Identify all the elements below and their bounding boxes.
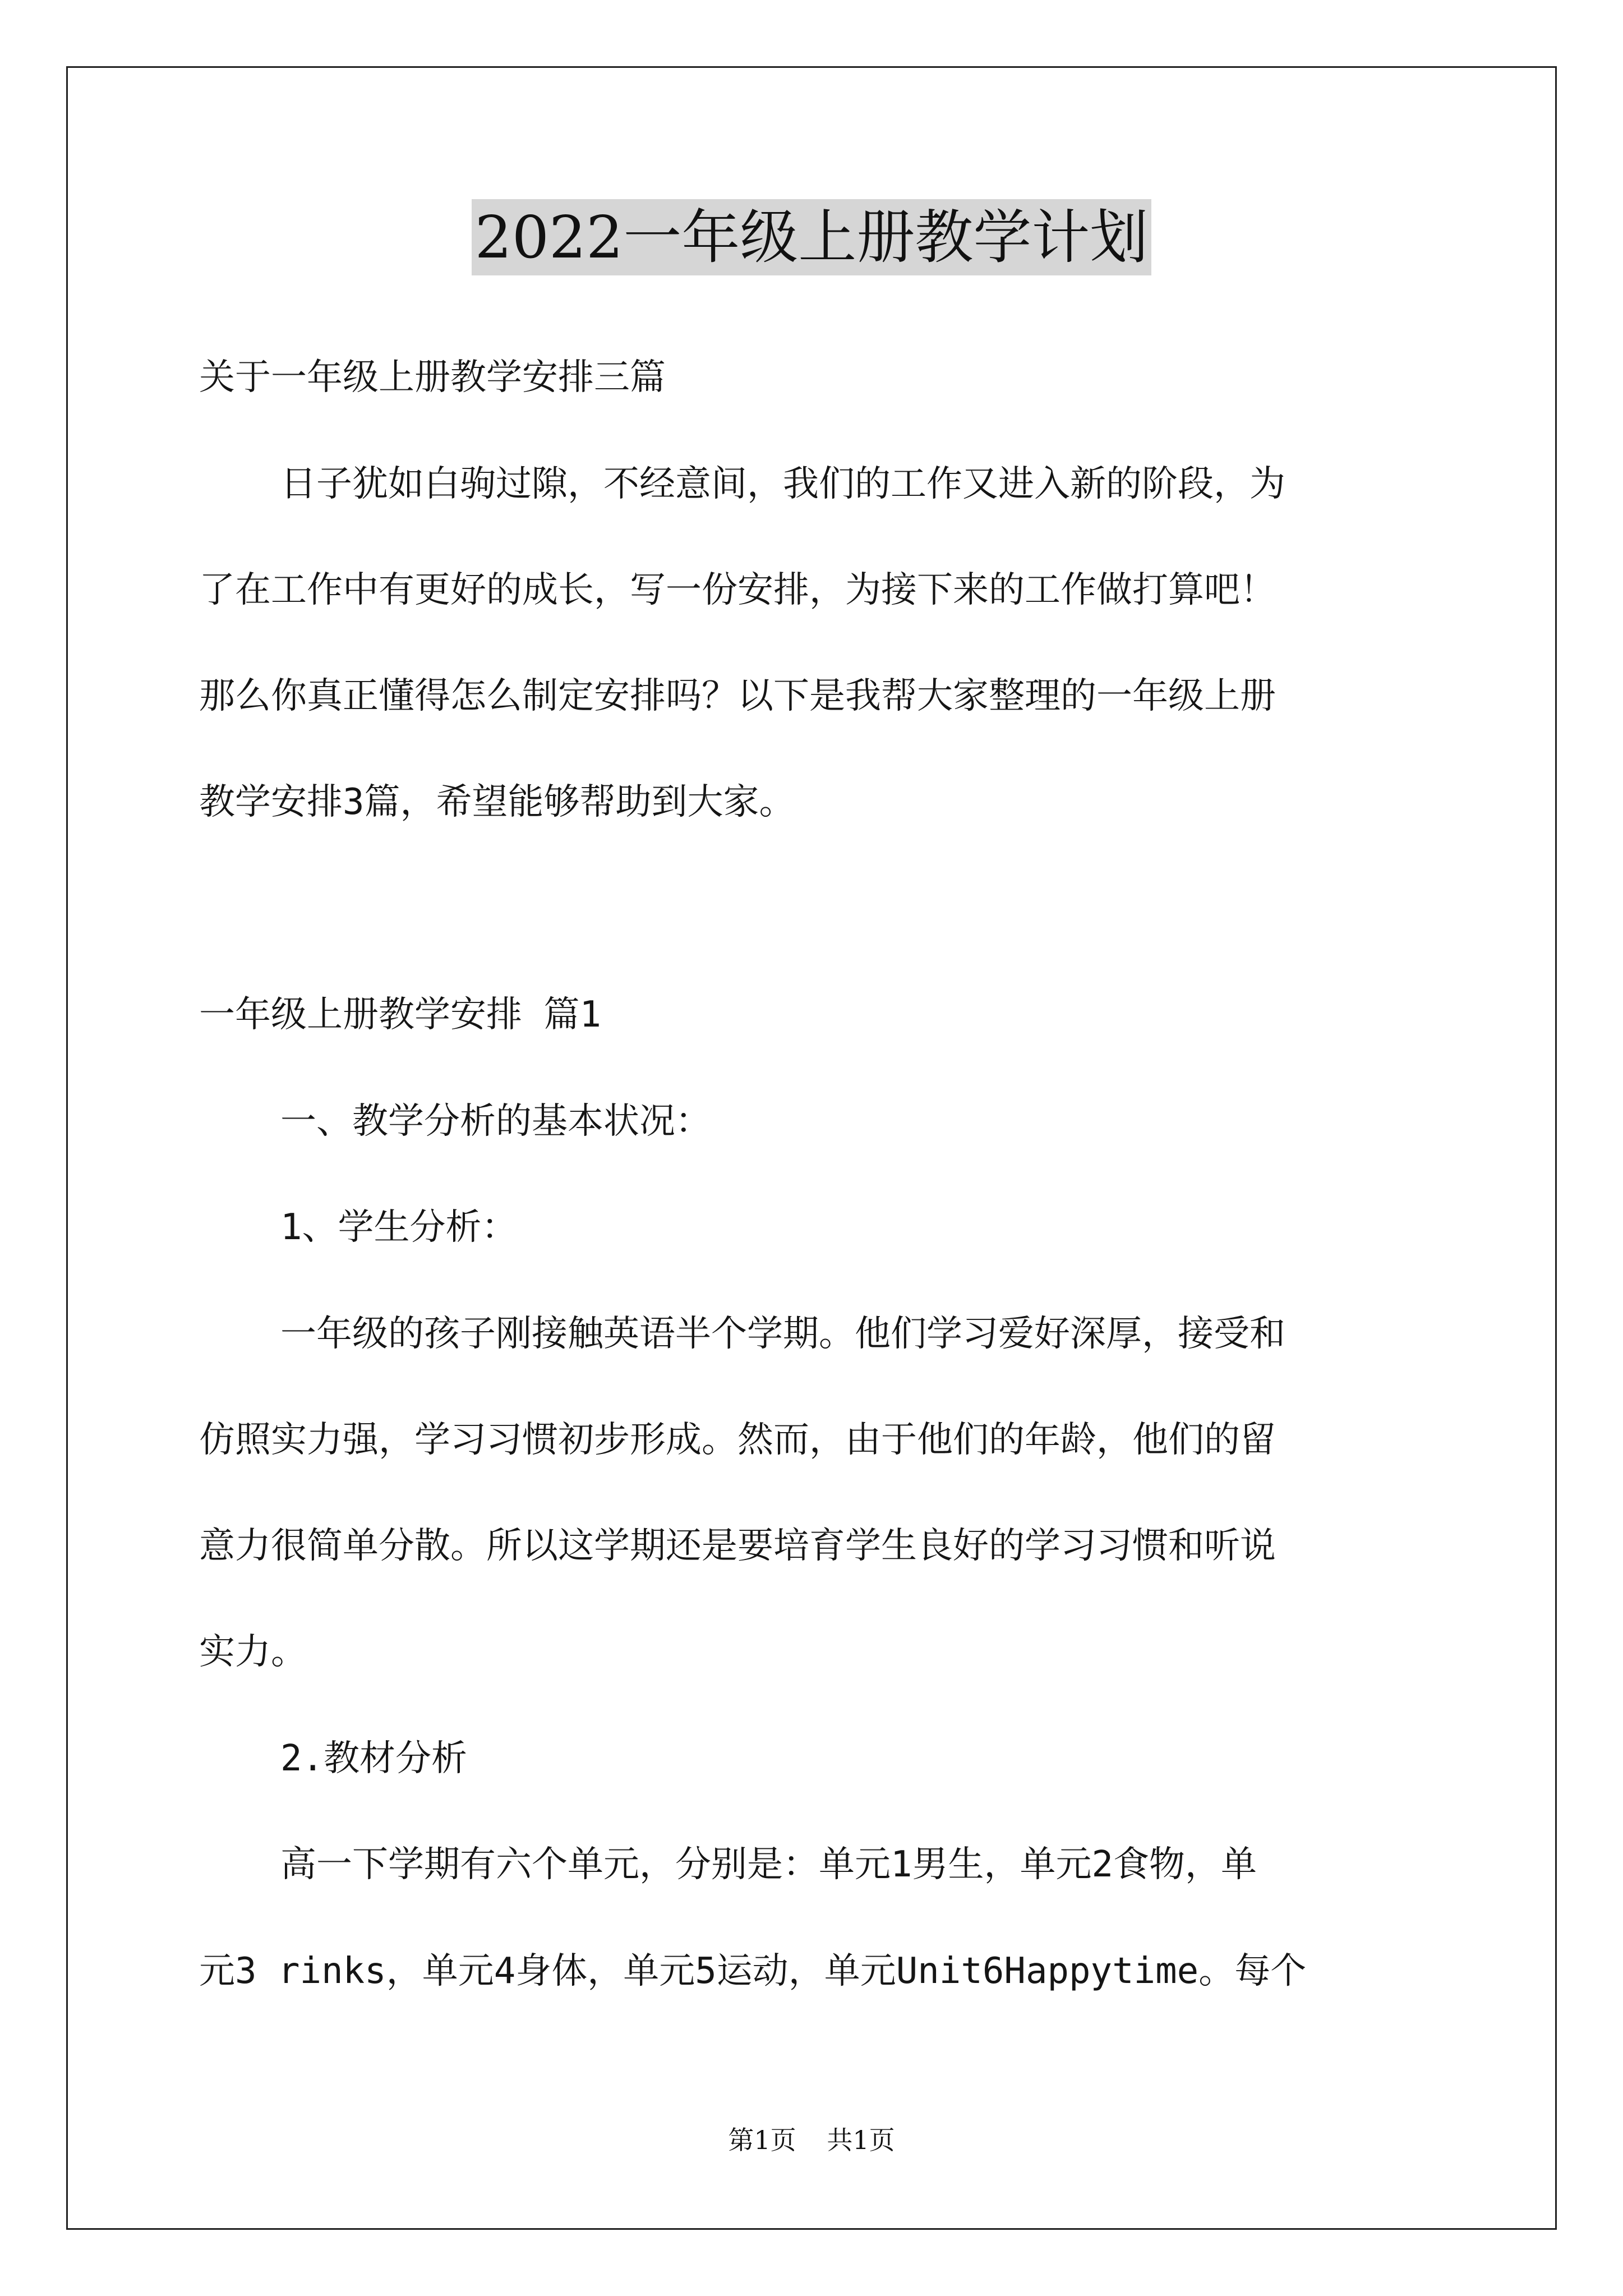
student-line: 意力很简单分散。所以这学期还是要培育学生良好的学习习惯和听说	[199, 1525, 1276, 1567]
intro-line: 了在工作中有更好的成长，写一份安排，为接下来的工作做打算吧！	[199, 569, 1276, 611]
page-footer	[0, 2123, 1623, 2157]
intro-line: 那么你真正懂得怎么制定安排吗？以下是我帮大家整理的一年级上册	[199, 675, 1276, 717]
part-heading: 一、教学分析的基本状况：	[280, 1101, 711, 1142]
student-line: 仿照实力强，学习习惯初步形成。然而，由于他们的年龄，他们的留	[199, 1419, 1276, 1461]
student-line: 一年级的孩子刚接触英语半个学期。他们学习爱好深厚，接受和	[280, 1313, 1285, 1355]
textbook-heading: 2.教材分析	[280, 1738, 468, 1779]
intro-line: 教学安排3篇，希望能够帮助到大家。	[199, 781, 795, 823]
page-number: 第1页	[728, 2125, 796, 2155]
document-subtitle: 关于一年级上册教学安排三篇	[199, 357, 666, 398]
page-total: 共1页	[827, 2125, 895, 2155]
student-line: 实力。	[199, 1631, 307, 1673]
section-heading: 一年级上册教学安排 篇1	[199, 994, 602, 1036]
textbook-line: 高一下学期有六个单元，分别是：单元1男生，单元2食物，单	[280, 1844, 1257, 1885]
title-container	[0, 199, 1623, 275]
document-title: 2022一年级上册教学计划	[472, 199, 1152, 275]
student-heading: 1、学生分析：	[280, 1207, 518, 1248]
textbook-line: 元3 rinks，单元4身体，单元5运动，单元Unit6Happytime。每个	[199, 1950, 1307, 1992]
intro-line: 日子犹如白驹过隙，不经意间，我们的工作又进入新的阶段，为	[280, 463, 1285, 505]
